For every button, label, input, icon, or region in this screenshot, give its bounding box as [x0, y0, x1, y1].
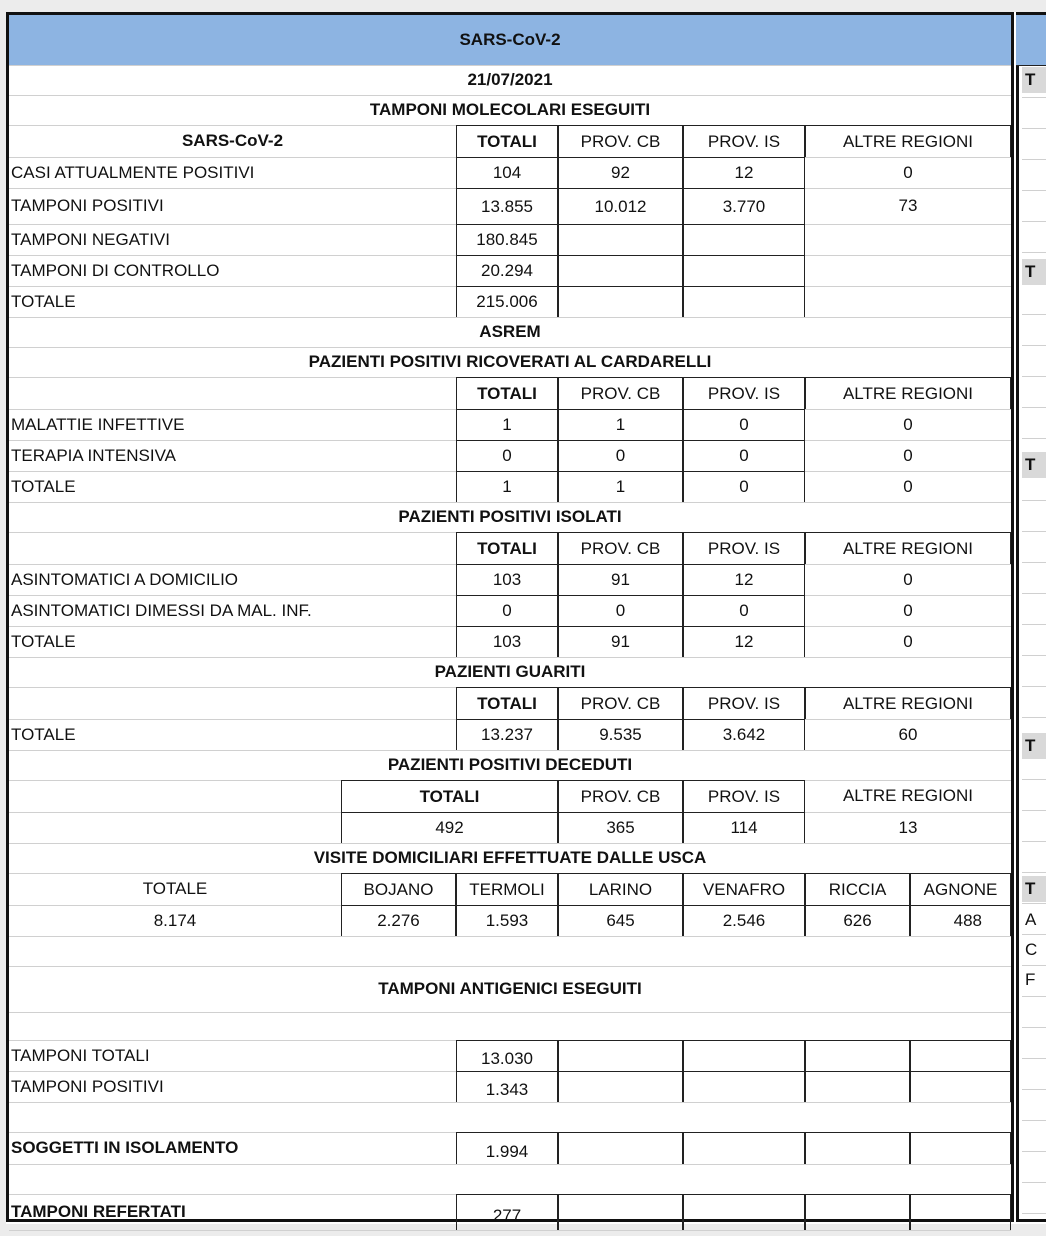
value-totali: 13.237: [456, 719, 558, 750]
value-altre-regioni: 0: [903, 476, 913, 496]
corner-label: [9, 532, 456, 564]
value-prov-is: 0: [683, 409, 805, 440]
usca-value: 2.546: [683, 905, 805, 936]
value-altre-regioni: [805, 286, 1011, 317]
value-prov-cb: [558, 224, 683, 255]
value-prov-cb: 10.012: [558, 188, 683, 224]
col-header-totali: TOTALI: [456, 125, 558, 157]
value-altre-regioni: [805, 255, 1011, 286]
value-prov-is: [683, 255, 805, 286]
col-header-is: PROV. IS: [683, 687, 805, 719]
value-prov-cb: 365: [558, 812, 683, 843]
value-prov-is: 3.770: [683, 188, 805, 224]
value-totali: 1: [456, 409, 558, 440]
row-label: TERAPIA INTENSIVA: [11, 445, 177, 465]
value-prov-cb: 0: [558, 595, 683, 626]
row-label: TOTALE: [11, 476, 76, 496]
empty-cell: [683, 1071, 805, 1102]
usca-value: 626: [805, 905, 910, 936]
usca-value: 2.276: [341, 905, 456, 936]
empty-cell: [683, 1132, 805, 1164]
col-header-is: PROV. IS: [683, 532, 805, 564]
value-prov-cb: [558, 255, 683, 286]
col-header-totali: TOTALI: [456, 377, 558, 409]
value-altre-regioni: 0: [903, 162, 913, 182]
empty-cell: [910, 1194, 1011, 1230]
value-altre-regioni: [805, 224, 1011, 255]
usca-col-header: VENAFRO: [683, 873, 805, 905]
row-label: TAMPONI REFERTATI: [11, 1202, 186, 1221]
col-header-prov-cb: PROV. CB: [558, 780, 683, 812]
value-prov-cb: [558, 286, 683, 317]
col-header-totali: TOTALI: [341, 780, 558, 812]
side-letter: T: [1022, 259, 1046, 285]
corner-label: SARS-CoV-2: [181, 131, 284, 150]
row-label: TAMPONI DI CONTROLLO: [11, 260, 220, 280]
empty-cell: [910, 1071, 1011, 1102]
usca-value: 488: [910, 905, 1011, 936]
spreadsheet: [6, 12, 1046, 1224]
row-label: ASINTOMATICI A DOMICILIO: [11, 569, 239, 589]
side-letter: F: [1025, 970, 1036, 989]
value-altre-regioni: 0: [903, 414, 913, 434]
empty-cell: [683, 1040, 805, 1071]
empty-cell: [805, 1071, 910, 1102]
value-totali: 1: [456, 471, 558, 502]
col-header-altre: ALTRE REGIONI: [805, 532, 1011, 564]
value-totali: 180.845: [456, 224, 558, 255]
value-prov-is: [683, 224, 805, 255]
empty-cell: [805, 1132, 910, 1164]
value-altre-regioni: 0: [903, 445, 913, 465]
row-label: CASI ATTUALMENTE POSITIVI: [11, 162, 255, 182]
side-letter: T: [1022, 876, 1046, 902]
report-date: 21/07/2021: [467, 70, 553, 89]
col-header-prov-is: PROV. IS: [683, 780, 805, 812]
col-header-totali: TOTALI: [456, 687, 558, 719]
value-totali: 215.006: [456, 286, 558, 317]
value-prov-cb: 92: [558, 157, 683, 188]
row-label: TOTALE: [11, 724, 76, 744]
usca-col-header: TERMOLI: [456, 873, 558, 905]
empty-cell: [910, 1040, 1011, 1071]
value-prov-is: 114: [683, 812, 805, 843]
col-header-altre: ALTRE REGIONI: [805, 377, 1011, 409]
section-title-deceduti: PAZIENTI POSITIVI DECEDUTI: [387, 755, 633, 774]
side-letter: T: [1022, 452, 1046, 478]
side-letter: A: [1025, 910, 1037, 929]
value-altre-regioni: 13: [898, 817, 918, 837]
usca-col-header: TOTALE: [142, 879, 208, 898]
value-totali: 492: [341, 812, 558, 843]
row-label: TAMPONI NEGATIVI: [11, 229, 170, 249]
value-totali: 103: [456, 626, 558, 657]
row-label: SOGGETTI IN ISOLAMENTO: [11, 1138, 239, 1157]
usca-col-header: RICCIA: [805, 873, 910, 905]
value-prov-is: 0: [683, 595, 805, 626]
empty-cell: [558, 1040, 683, 1071]
side-letter: T: [1022, 733, 1046, 759]
value-prov-is: 12: [683, 564, 805, 595]
col-header-is: PROV. IS: [683, 377, 805, 409]
value-totali: 103: [456, 564, 558, 595]
usca-value: 645: [558, 905, 683, 936]
col-header-cb: PROV. CB: [558, 125, 683, 157]
empty-cell: [805, 1194, 910, 1230]
usca-col-header: AGNONE: [910, 873, 1011, 905]
empty-cell: [558, 1194, 683, 1230]
section-title-asrem: ASREM: [479, 322, 541, 341]
value-prov-cb: 1: [558, 471, 683, 502]
col-header-cb: PROV. CB: [558, 687, 683, 719]
row-label: TAMPONI TOTALI: [11, 1045, 150, 1065]
empty-cell: [805, 1040, 910, 1071]
col-header-cb: PROV. CB: [558, 377, 683, 409]
value-totali: 20.294: [456, 255, 558, 286]
report-title: SARS-CoV-2: [459, 30, 561, 49]
side-letter: C: [1025, 940, 1038, 959]
section-title-molecolari: TAMPONI MOLECOLARI ESEGUITI: [369, 100, 651, 119]
row-label: TOTALE: [11, 631, 76, 651]
empty-cell: [558, 1132, 683, 1164]
col-header-totali: TOTALI: [456, 532, 558, 564]
row-label: TAMPONI POSITIVI: [11, 196, 164, 215]
value-prov-is: 12: [683, 157, 805, 188]
value-prov-cb: 0: [558, 440, 683, 471]
col-header-altre: ALTRE REGIONI: [805, 125, 1011, 157]
corner-label: [9, 687, 456, 719]
value-altre-regioni: 0: [903, 569, 913, 589]
col-header-altre: ALTRE REGIONI: [805, 687, 1011, 719]
value-altre-regioni: 0: [903, 600, 913, 620]
empty-cell: [558, 1071, 683, 1102]
usca-value: 1.593: [456, 905, 558, 936]
value-altre-regioni: 73: [898, 196, 918, 215]
value-altre-regioni: 60: [898, 724, 918, 744]
adjacent-table-edge: [1016, 12, 1046, 1222]
row-label: TAMPONI POSITIVI: [11, 1076, 164, 1096]
value-prov-cb: 91: [558, 564, 683, 595]
col-header-cb: PROV. CB: [558, 532, 683, 564]
value-prov-is: 0: [683, 440, 805, 471]
value-totali: 0: [456, 595, 558, 626]
usca-value: 8.174: [153, 910, 197, 930]
section-title-antigenici: TAMPONI ANTIGENICI ESEGUITI: [378, 979, 642, 998]
value-totali: 13.855: [456, 188, 558, 224]
usca-col-header: LARINO: [558, 873, 683, 905]
col-header-altre-regioni: ALTRE REGIONI: [842, 786, 974, 805]
empty-cell: [683, 1194, 805, 1230]
row-label: ASINTOMATICI DIMESSI DA MAL. INF.: [11, 600, 312, 620]
value-prov-is: 3.642: [683, 719, 805, 750]
side-letter: T: [1022, 67, 1046, 93]
row-value: 1.994: [456, 1132, 558, 1164]
corner-label: [9, 377, 456, 409]
value-prov-is: 12: [683, 626, 805, 657]
value-altre-regioni: 0: [903, 631, 913, 651]
covid-report-table: [6, 12, 1014, 1225]
row-label: MALATTIE INFETTIVE: [11, 414, 185, 434]
row-value: 277: [456, 1194, 558, 1230]
col-header-is: PROV. IS: [683, 125, 805, 157]
empty-cell: [910, 1132, 1011, 1164]
value-totali: 0: [456, 440, 558, 471]
value-prov-is: [683, 286, 805, 317]
value-totali: 104: [456, 157, 558, 188]
value-prov-cb: 91: [558, 626, 683, 657]
section-title-usca: VISITE DOMICILIARI EFFETTUATE DALLE USCA: [313, 848, 707, 867]
value-prov-cb: 1: [558, 409, 683, 440]
section-title-guariti: PAZIENTI GUARITI: [434, 662, 586, 681]
usca-col-header: BOJANO: [341, 873, 456, 905]
section-title-cardarelli: PAZIENTI POSITIVI RICOVERATI AL CARDARELLI: [308, 352, 712, 371]
value-prov-is: 0: [683, 471, 805, 502]
row-label: TOTALE: [11, 291, 76, 311]
value-prov-cb: 9.535: [558, 719, 683, 750]
row-value: 1.343: [456, 1071, 558, 1102]
row-value: 13.030: [456, 1040, 558, 1071]
section-title-isolati: PAZIENTI POSITIVI ISOLATI: [398, 507, 622, 526]
